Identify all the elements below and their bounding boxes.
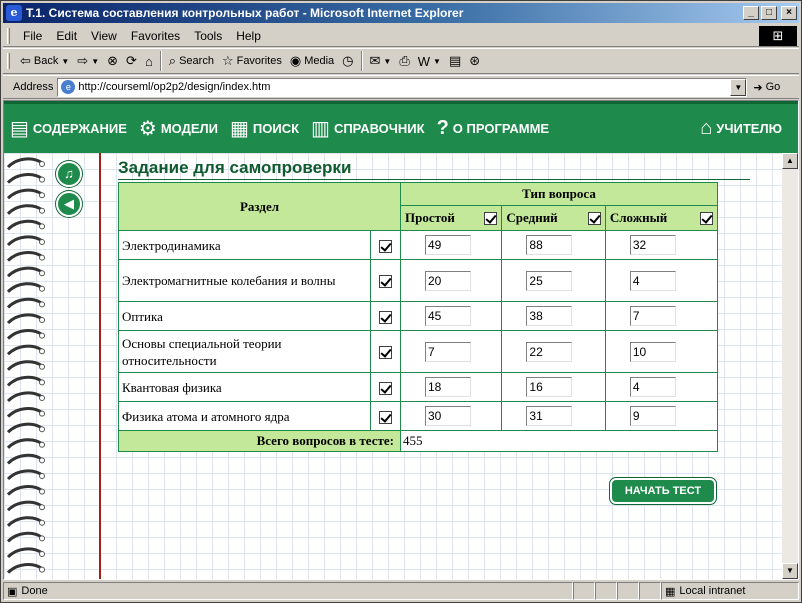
section-checkbox-cell xyxy=(371,331,401,373)
favorites-button[interactable] xyxy=(218,50,286,72)
spiral-coil xyxy=(8,393,42,401)
discuss-button[interactable] xyxy=(445,50,465,72)
sound-button[interactable] xyxy=(56,161,82,187)
ie-icon: e xyxy=(6,5,22,21)
spiral-hole xyxy=(40,380,45,385)
spiral-hole xyxy=(40,302,45,307)
zone-text: Local intranet xyxy=(679,585,746,597)
spiral-hole xyxy=(40,442,45,447)
level-label: Средний xyxy=(506,210,558,226)
discuss-icon: ▤ xyxy=(448,53,462,68)
spiral-hole xyxy=(40,536,45,541)
menu-edit[interactable]: Edit xyxy=(56,28,78,43)
spiral-coil xyxy=(8,377,42,385)
notebook-spiral xyxy=(4,153,49,580)
spiral-coil xyxy=(8,268,42,276)
spiral-hole xyxy=(40,552,45,557)
count-cell xyxy=(502,402,605,431)
home-icon: ⌂ xyxy=(144,53,153,69)
page-viewport xyxy=(3,100,799,580)
section-checkbox-cell xyxy=(371,373,401,402)
site-navbar xyxy=(4,101,799,153)
nav-search-label: ПОИСК xyxy=(252,121,300,136)
status-cell xyxy=(573,582,595,600)
count-cell xyxy=(401,402,502,431)
count-input[interactable]: 32 xyxy=(630,235,676,255)
vertical-scrollbar[interactable] xyxy=(782,153,798,579)
spiral-coil xyxy=(8,346,42,354)
refresh-icon: ⟳ xyxy=(126,53,137,68)
stop-button[interactable] xyxy=(103,50,122,72)
spiral-coil xyxy=(8,206,42,214)
spiral-coil xyxy=(8,502,42,510)
address-bar xyxy=(3,75,799,99)
nav-search[interactable] xyxy=(224,104,305,153)
spiral-hole xyxy=(40,177,45,182)
count-input[interactable]: 10 xyxy=(630,342,676,362)
spiral-coil xyxy=(8,159,42,167)
count-cell xyxy=(605,302,717,331)
stop-icon: ⊗ xyxy=(107,53,119,68)
spiral-coil xyxy=(8,362,42,370)
intranet-icon: ▦ xyxy=(665,585,676,598)
level-label: Простой xyxy=(405,210,455,226)
book-icon: ▥ xyxy=(311,118,330,140)
search-doc-icon: ▦ xyxy=(230,118,249,140)
section-name: Оптика xyxy=(119,302,371,331)
print-icon: ⎙ xyxy=(399,53,410,68)
go-arrow-icon: ➜ xyxy=(753,81,763,94)
section-checkbox-cell xyxy=(371,231,401,260)
count-input[interactable]: 7 xyxy=(425,342,471,362)
section-name: Электромагнитные колебания и волны xyxy=(119,260,371,302)
nav-reference[interactable] xyxy=(305,104,431,153)
table-row xyxy=(119,231,718,260)
level-header xyxy=(605,206,717,231)
spiral-coil xyxy=(8,549,42,557)
total-value: 455 xyxy=(401,431,718,452)
menu-tools[interactable]: Tools xyxy=(194,28,223,43)
menu-help[interactable]: Help xyxy=(236,28,261,43)
speaker-icon: ◀ xyxy=(64,196,74,211)
nav-teacher[interactable] xyxy=(694,104,788,153)
count-cell xyxy=(502,231,605,260)
spiral-coil xyxy=(8,175,42,183)
spiral-coil xyxy=(8,284,42,292)
spiral-hole xyxy=(40,162,45,167)
section-header: Раздел xyxy=(119,183,401,231)
spiral-coil xyxy=(8,221,42,229)
toolbar-separator xyxy=(160,51,162,71)
address-input[interactable] xyxy=(57,78,747,97)
count-input[interactable]: 49 xyxy=(425,235,471,255)
count-input[interactable]: 88 xyxy=(526,235,572,255)
spiral-hole xyxy=(40,567,45,572)
count-input[interactable]: 7 xyxy=(630,306,676,326)
count-input[interactable]: 18 xyxy=(425,377,471,397)
forward-arrow-icon: ⇨ xyxy=(77,53,89,68)
status-bar xyxy=(3,581,799,601)
count-input[interactable]: 30 xyxy=(425,406,471,426)
window-title: Т.1. Система составления контрольных работ - Microsoft Internet Explorer xyxy=(26,6,464,20)
page-title: Задание для самопроверки xyxy=(118,158,750,180)
refresh-button[interactable] xyxy=(122,50,141,72)
nav-contents[interactable] xyxy=(4,104,133,153)
count-input[interactable]: 9 xyxy=(630,406,676,426)
dropdown-arrow-icon: ▼ xyxy=(91,56,100,66)
level-checkbox[interactable] xyxy=(700,212,713,225)
table-row xyxy=(119,331,718,373)
count-cell xyxy=(502,373,605,402)
star-icon: ☆ xyxy=(221,53,234,68)
spiral-coil xyxy=(8,518,42,526)
count-cell xyxy=(502,331,605,373)
spiral-coil xyxy=(8,331,42,339)
page-icon: e xyxy=(61,80,75,94)
count-cell xyxy=(502,302,605,331)
level-label: Сложный xyxy=(609,210,668,226)
start-test-button[interactable]: НАЧАТЬ ТЕСТ xyxy=(610,478,716,504)
menu-view[interactable]: View xyxy=(91,28,117,43)
menu-file[interactable]: File xyxy=(23,28,43,43)
total-label: Всего вопросов в тесте: xyxy=(119,431,401,452)
spiral-hole xyxy=(40,364,45,369)
edit-button[interactable] xyxy=(414,50,445,72)
menu-favorites[interactable]: Favorites xyxy=(130,28,181,43)
count-input[interactable]: 4 xyxy=(630,271,676,291)
section-checkbox-cell xyxy=(371,260,401,302)
count-cell xyxy=(401,331,502,373)
history-icon: ◷ xyxy=(342,53,354,68)
level-checkbox[interactable] xyxy=(588,212,601,225)
toolbar-separator xyxy=(361,51,363,71)
question-type-header: Тип вопроса xyxy=(401,183,718,206)
spiral-hole xyxy=(40,396,45,401)
spiral-coil xyxy=(8,471,42,479)
count-input[interactable]: 45 xyxy=(425,306,471,326)
done-icon: ▣ xyxy=(7,585,18,598)
count-cell xyxy=(605,231,717,260)
menu-bar xyxy=(3,25,799,47)
graduation-cap-icon: ⌂ xyxy=(700,117,713,139)
go-label: Go xyxy=(765,81,781,93)
title-bar xyxy=(3,3,799,23)
spiral-hole xyxy=(40,505,45,510)
spiral-coil xyxy=(8,455,42,463)
spiral-hole xyxy=(40,411,45,416)
spiral-hole xyxy=(40,208,45,213)
spiral-hole xyxy=(40,240,45,245)
notebook-icon: ▤ xyxy=(10,118,29,140)
status-cell xyxy=(595,582,617,600)
nav-teacher-label: УЧИТЕЛЮ xyxy=(716,121,782,136)
toolbar-grip xyxy=(7,53,10,69)
section-checkbox[interactable] xyxy=(379,240,392,253)
count-cell xyxy=(605,331,717,373)
task-table xyxy=(118,182,718,452)
table-body xyxy=(119,231,718,431)
count-input[interactable]: 16 xyxy=(526,377,572,397)
standard-toolbar xyxy=(3,48,799,74)
count-cell xyxy=(605,373,717,402)
section-checkbox[interactable] xyxy=(379,346,392,359)
count-input[interactable]: 4 xyxy=(630,377,676,397)
spiral-hole xyxy=(40,427,45,432)
count-input[interactable]: 20 xyxy=(425,271,471,291)
status-cell xyxy=(617,582,639,600)
level-header xyxy=(502,206,605,231)
spiral-hole xyxy=(40,489,45,494)
scroll-up-button[interactable]: ▲ xyxy=(782,153,798,169)
back-label: Back xyxy=(33,55,59,67)
search-button[interactable] xyxy=(165,50,218,72)
address-label: Address xyxy=(13,81,54,93)
history-button[interactable] xyxy=(338,50,357,72)
spiral-coil xyxy=(8,424,42,432)
spiral-coil xyxy=(8,253,42,261)
dropdown-arrow-icon: ▼ xyxy=(433,56,441,66)
table-row xyxy=(119,302,718,331)
count-cell xyxy=(605,402,717,431)
zone-cell xyxy=(661,582,799,600)
back-button[interactable] xyxy=(16,50,73,72)
table-row xyxy=(119,373,718,402)
minimize-button[interactable]: _ xyxy=(743,6,759,20)
address-dropdown-button[interactable]: ▼ xyxy=(730,79,746,96)
spiral-hole xyxy=(40,193,45,198)
word-icon: W xyxy=(417,53,431,69)
section-checkbox-cell xyxy=(371,302,401,331)
spiral-coil xyxy=(8,409,42,417)
windows-logo-icon: ⊞ xyxy=(759,26,797,46)
section-checkbox[interactable] xyxy=(379,275,392,288)
section-checkbox[interactable] xyxy=(379,411,392,424)
nav-models[interactable] xyxy=(133,104,224,153)
section-name: Квантовая физика xyxy=(119,373,371,402)
search-icon: ⌕ xyxy=(168,53,177,68)
section-name: Физика атома и атомного ядра xyxy=(119,402,371,431)
spiral-hole xyxy=(40,286,45,291)
table-row xyxy=(119,402,718,431)
count-cell xyxy=(401,260,502,302)
level-checkbox[interactable] xyxy=(484,212,497,225)
nav-models-label: МОДЕЛИ xyxy=(160,121,218,136)
toolbar-grip xyxy=(7,28,10,44)
close-button[interactable]: × xyxy=(781,6,797,20)
messenger-icon: ⊛ xyxy=(469,53,481,68)
back-arrow-icon: ⇦ xyxy=(20,53,31,68)
section-checkbox-cell xyxy=(371,402,401,431)
spiral-coil xyxy=(8,487,42,495)
count-cell xyxy=(401,231,502,260)
home-button[interactable] xyxy=(141,50,157,72)
margin-line xyxy=(99,153,101,580)
media-label: Media xyxy=(304,55,335,67)
nav-reference-label: СПРАВОЧНИК xyxy=(333,121,425,136)
count-input[interactable]: 31 xyxy=(526,406,572,426)
spiral-hole xyxy=(40,318,45,323)
question-icon: ? xyxy=(436,117,449,139)
mail-button[interactable] xyxy=(366,50,396,72)
print-button[interactable] xyxy=(395,50,413,72)
scroll-down-button[interactable]: ▼ xyxy=(782,563,798,579)
messenger-button[interactable] xyxy=(465,50,484,72)
spiral-coils xyxy=(8,159,45,573)
page-content xyxy=(4,153,782,580)
section-checkbox[interactable] xyxy=(379,311,392,324)
section-checkbox[interactable] xyxy=(379,382,392,395)
dropdown-arrow-icon: ▼ xyxy=(383,56,392,66)
forward-button[interactable] xyxy=(73,50,103,72)
address-url: http://courseml/op2p2/design/index.htm xyxy=(78,81,271,93)
level-header xyxy=(401,206,502,231)
count-input[interactable]: 22 xyxy=(526,342,572,362)
count-input[interactable]: 38 xyxy=(526,306,572,326)
spiral-hole xyxy=(40,224,45,229)
media-icon: ◉ xyxy=(289,53,302,68)
dropdown-arrow-icon: ▼ xyxy=(61,56,70,66)
status-text-cell xyxy=(3,582,573,600)
spiral-coil xyxy=(8,440,42,448)
count-input[interactable]: 25 xyxy=(526,271,572,291)
spiral-hole xyxy=(40,255,45,260)
go-button[interactable] xyxy=(753,81,780,94)
maximize-button[interactable]: □ xyxy=(761,6,777,20)
spiral-hole xyxy=(40,349,45,354)
count-cell xyxy=(401,373,502,402)
section-name: Электродинамика xyxy=(119,231,371,260)
spiral-coil xyxy=(8,315,42,323)
speaker-button[interactable] xyxy=(56,191,82,217)
section-name: Основы специальной теории относительности xyxy=(119,331,371,373)
spiral-coil xyxy=(8,299,42,307)
status-cell xyxy=(639,582,661,600)
spiral-hole xyxy=(40,271,45,276)
media-button[interactable] xyxy=(286,50,338,72)
spiral-coil xyxy=(8,565,42,573)
spiral-coil xyxy=(8,190,42,198)
nav-about-label: О ПРОГРАММЕ xyxy=(452,121,550,136)
nav-about[interactable] xyxy=(431,104,556,153)
spiral-hole xyxy=(40,474,45,479)
status-text: Done xyxy=(21,585,48,597)
favorites-label: Favorites xyxy=(236,55,282,67)
gears-icon: ⚙ xyxy=(138,118,157,140)
count-cell xyxy=(401,302,502,331)
spiral-coil xyxy=(8,533,42,541)
mail-icon: ✉ xyxy=(369,53,381,68)
spiral-hole xyxy=(40,520,45,525)
spiral-hole xyxy=(40,333,45,338)
count-cell xyxy=(502,260,605,302)
spiral-coil xyxy=(8,237,42,245)
count-cell xyxy=(605,260,717,302)
spiral-hole xyxy=(40,458,45,463)
search-label: Search xyxy=(179,55,214,67)
table-row xyxy=(119,260,718,302)
music-note-icon: ♫ xyxy=(64,166,74,181)
nav-contents-label: СОДЕРЖАНИЕ xyxy=(32,121,127,136)
